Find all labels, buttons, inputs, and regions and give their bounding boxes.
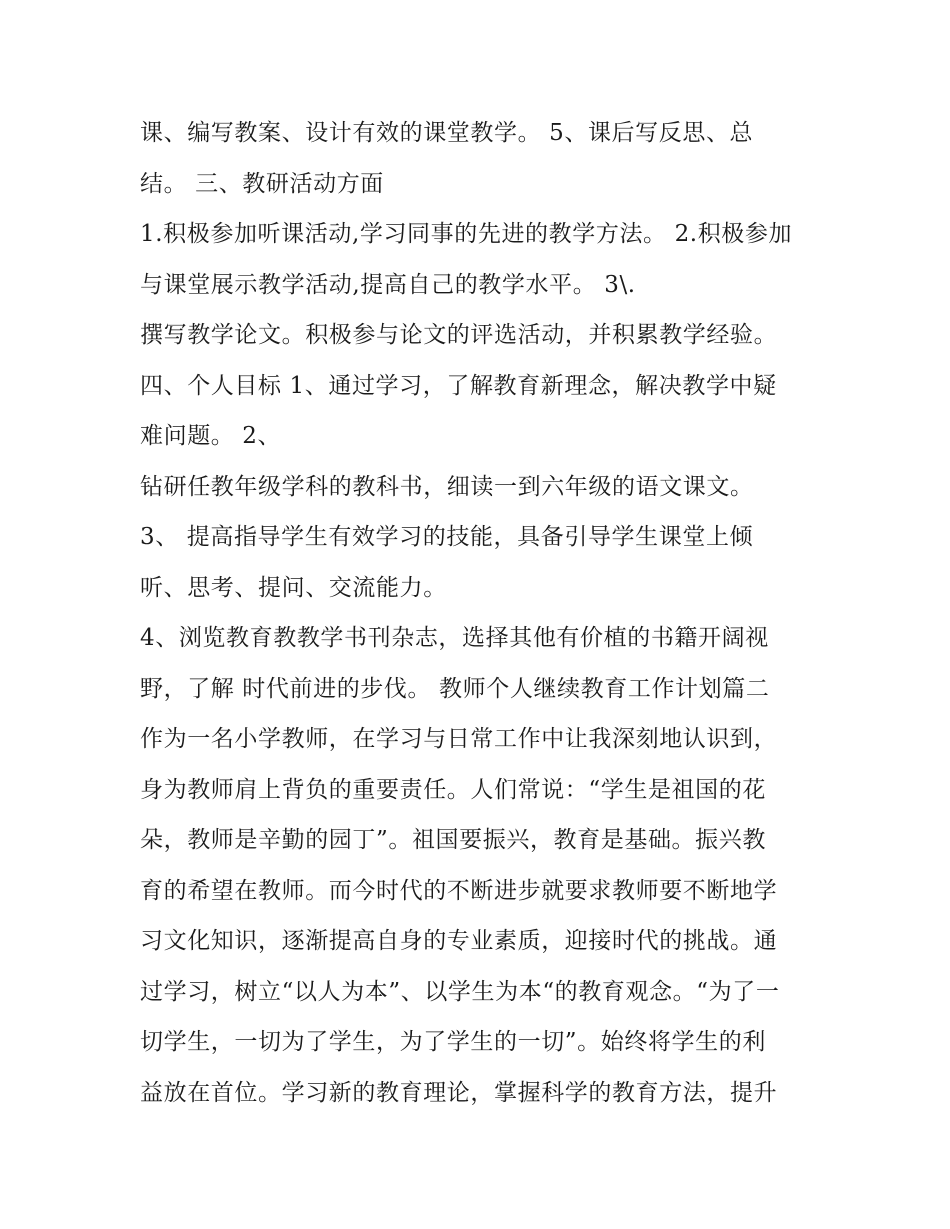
text-line: 身为教师肩上背负的重要责任。人们常说：“学生是祖国的花 — [140, 776, 766, 803]
text-line: 课、编写教案、设计有效的课堂教学。 5、课后写反思、总 — [140, 120, 754, 146]
text-line: 习文化知识，逐渐提高自身的专业素质，迎接时代的挑战。通 — [140, 928, 778, 954]
text-line: 钻研任教年级学科的教科书，细读一到六年级的语文课文。 — [140, 473, 754, 500]
text-line: 结。 三、教研活动方面 — [140, 170, 384, 197]
text-line: 朵，教师是辛勤的园丁”。祖国要振兴，教育是基础。振兴教 — [140, 827, 766, 853]
body-text — [140, 108, 840, 1118]
text-line: 作为一名小学教师，在学习与日常工作中让我深刻地认识到， — [140, 726, 778, 752]
text-line: 听、思考、提问、交流能力。 — [140, 574, 447, 601]
text-line: 3、 提高指导学生有效学习的技能，具备引导学生课堂上倾 — [140, 524, 754, 550]
text-line: 益放在首位。学习新的教育理论，掌握科学的教育方法，提升 — [140, 1079, 778, 1106]
text-line: 过学习，树立“以人为本”、以学生为本“的教育观念。“为了一 — [140, 978, 780, 1005]
text-line: 撰写教学论文。积极参与论文的评选活动，并积累教学经验。 — [140, 322, 778, 348]
text-line: 四、个人目标 1、通过学习，了解教育新理念，解决教学中疑 — [140, 372, 777, 399]
text-line: 切学生，一切为了学生，为了学生的一切”。始终将学生的利 — [140, 1029, 766, 1055]
text-line: 难问题。 2、 — [140, 423, 282, 449]
text-line: 与课堂展示教学活动,提高自己的教学水平。 3\. — [140, 271, 636, 298]
text-line: 野，了解 时代前进的步伐。 教师个人继续教育工作计划篇二 — [140, 675, 770, 702]
text-line: 4、浏览教育教教学书刊杂志，选择其他有价植的书籍开阔视 — [140, 625, 769, 651]
text-line: 1.积极参加听课活动,学习同事的先进的教学方法。 2.积极参加 — [140, 221, 793, 247]
text-line: 育的希望在教师。而今时代的不断进步就要求教师要不断地学 — [140, 877, 778, 904]
